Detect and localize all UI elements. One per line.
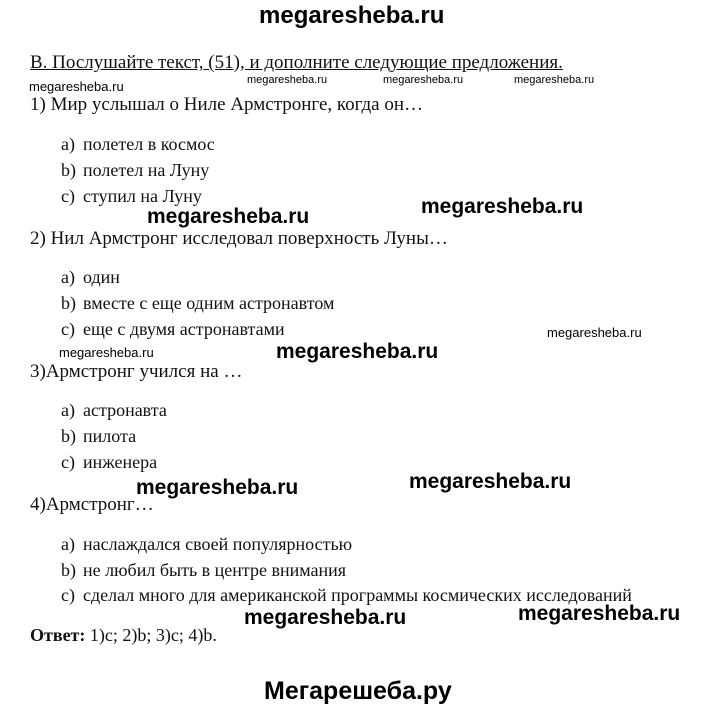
option-text: еще с двумя астронавтами: [83, 319, 285, 339]
watermark-small-2: megaresheba.ru: [547, 325, 642, 340]
option-text: полетел на Луну: [83, 160, 210, 180]
question-1-option-b: [61, 160, 209, 181]
question-3: 3)Армстронг учился на …: [30, 361, 243, 382]
question-3-option-a: [61, 400, 167, 421]
option-letter: b): [61, 426, 76, 446]
option-letter: b): [61, 293, 76, 313]
question-2-option-b: [61, 293, 334, 314]
option-letter: c): [61, 585, 75, 605]
question-2-option-a: [61, 267, 120, 288]
option-text: наслаждался своей популярностью: [83, 534, 353, 554]
option-text: не любил быть в центре внимания: [83, 560, 347, 580]
question-4-option-a: [61, 534, 352, 555]
instruction-heading: B. Послушайте текст, (51), и дополните следующие предложения.: [30, 52, 563, 73]
watermark-tiny-2: megaresheba.ru: [383, 74, 464, 86]
question-2-option-c: [61, 319, 285, 340]
question-1-option-a: [61, 134, 215, 155]
watermark-big-3: megaresheba.ru: [276, 340, 439, 363]
question-3-option-b: [61, 426, 136, 447]
option-text: полетел в космос: [83, 134, 215, 154]
watermark-small-q1: megaresheba.ru: [29, 79, 124, 94]
answer-line: [30, 625, 217, 646]
watermark-big-6: megaresheba.ru: [244, 606, 407, 629]
answer-text: 1)c; 2)b; 3)c; 4)b.: [85, 625, 217, 645]
watermark-big-1: megaresheba.ru: [147, 205, 310, 228]
option-letter: c): [61, 186, 75, 206]
option-letter: b): [61, 160, 76, 180]
watermark-big-5: megaresheba.ru: [409, 470, 572, 493]
header-watermark: megaresheba.ru: [259, 2, 445, 29]
option-letter: a): [61, 534, 75, 554]
option-letter: a): [61, 134, 75, 154]
option-text: ступил на Луну: [83, 186, 202, 206]
option-letter: a): [61, 400, 75, 420]
watermark-small-3: megaresheba.ru: [59, 345, 154, 360]
option-letter: c): [61, 319, 75, 339]
option-text: астронавта: [83, 400, 167, 420]
question-1-option-c: [61, 186, 202, 207]
question-3-option-c: [61, 452, 157, 473]
footer-watermark: Мегарешеба.ру: [264, 677, 452, 705]
option-text: вместе с еще одним астронавтом: [83, 293, 335, 313]
watermark-big-7: megaresheba.ru: [518, 602, 681, 625]
option-letter: b): [61, 560, 76, 580]
watermark-big-2: megaresheba.ru: [421, 195, 584, 218]
watermark-tiny-3: megaresheba.ru: [514, 74, 595, 86]
watermark-tiny-1: megaresheba.ru: [247, 74, 328, 86]
option-text: пилота: [83, 426, 137, 446]
answer-label: Ответ:: [30, 625, 86, 645]
question-2: 2) Нил Армстронг исследовал поверхность Луны…: [30, 228, 448, 249]
watermark-big-4: megaresheba.ru: [136, 476, 299, 499]
option-text: сделал много для американской программы космических исследований: [83, 585, 632, 605]
option-text: один: [83, 267, 120, 287]
question-1: 1) Мир услышал о Ниле Армстронге, когда он…: [30, 94, 424, 115]
option-letter: c): [61, 452, 75, 472]
question-4-option-b: [61, 560, 346, 581]
question-4: 4)Армстронг…: [30, 494, 154, 515]
option-text: инженера: [83, 452, 158, 472]
option-letter: a): [61, 267, 75, 287]
